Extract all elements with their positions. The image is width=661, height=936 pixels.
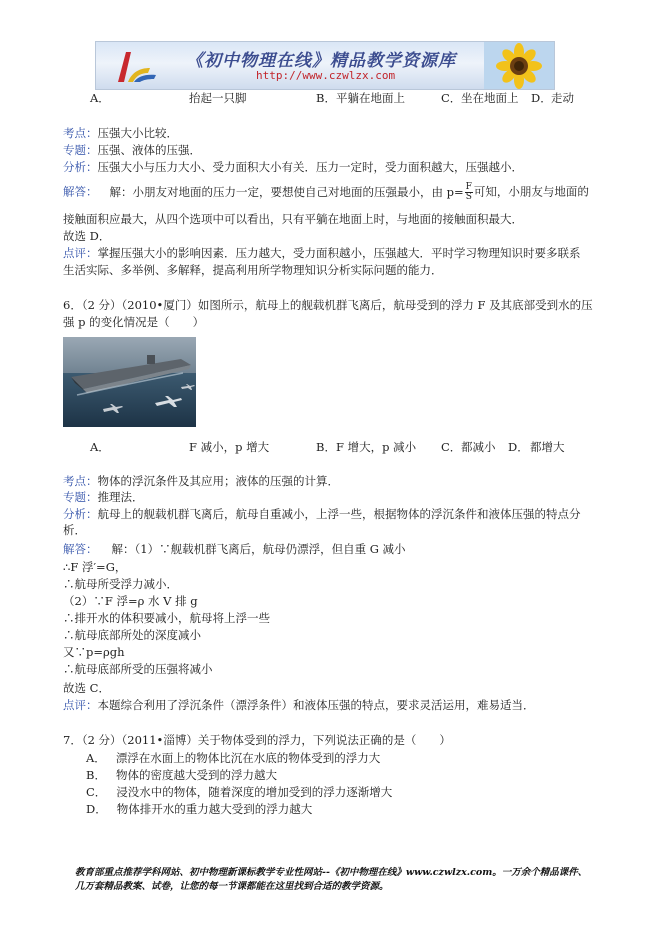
q7-option-b-text: 物体的密度越大受到的浮力越大 <box>115 768 277 782</box>
q5-kaodian-row <box>63 126 178 140</box>
aircraft-carrier-image <box>63 337 196 427</box>
q6-jieda-line: ∴航母所受浮力减小． <box>63 577 178 591</box>
q5-option-c-text: 坐在地面上 <box>461 91 519 105</box>
q5-dianping-text-1: 掌握压强大小的影响因素．压力越大，受力面积越小，压强越大．平时学习物理知识时要多联系 <box>97 246 581 260</box>
q5-option-a-text: 抬起一只脚 <box>189 91 247 105</box>
jieda-label: 解答： <box>63 184 98 199</box>
q7-option-c-text: 浸没水中的物体，随着深度的增加受到的浮力逐渐增大 <box>116 785 393 799</box>
q6-option-a-text: F 减小，p 增大 <box>189 440 270 454</box>
fenxi-label: 分析： <box>63 507 98 521</box>
q6-fenxi-row <box>63 507 581 521</box>
q5-jieda-row <box>63 183 589 202</box>
q7-option-c-letter: C． <box>86 785 107 799</box>
jieda-label: 解答： <box>63 542 98 556</box>
q7-option-b <box>86 768 277 782</box>
header-banner <box>95 41 555 90</box>
q6-stem-line-2: 强 p 的变化情况是（ ） <box>63 315 205 329</box>
q6-option-c-letter: C． <box>441 440 462 454</box>
banner-title: 《初中物理在线》精品教学资源库 <box>186 51 456 71</box>
q7-option-b-letter: B． <box>86 768 106 782</box>
q6-zhuanti-row <box>63 490 144 504</box>
sunflower-icon <box>484 42 554 89</box>
q5-jieda-text-b: 可知，小朋友与地面的 <box>473 184 589 199</box>
q6-option-a-letter: A． <box>90 440 110 454</box>
dianping-label: 点评： <box>63 698 98 712</box>
site-logo-icon <box>104 46 164 86</box>
q6-kaodian-text: 物体的浮沉条件及其应用；液体的压强的计算． <box>97 474 339 488</box>
q5-zhuanti-text: 压强、液体的压强． <box>97 143 201 157</box>
q5-dianping-text-2: 生活实际、多举例、多解释，提高利用所学物理知识分析实际问题的能力． <box>63 263 443 277</box>
q6-fenxi-text-2: 析． <box>63 523 86 537</box>
banner-url[interactable]: http://www.czwlzx.com <box>256 69 396 82</box>
q5-fenxi-text: 压强大小与压力大小、受力面积大小有关．压力一定时，受力面积越大，压强越小． <box>97 160 523 174</box>
q6-jieda-line: ∴排开水的体积要减小，航母将上浮一些 <box>63 611 270 625</box>
q7-stem: 7．（2 分）（2011•淄博）关于物体受到的浮力，下列说法正确的是（ ） <box>63 733 451 747</box>
q5-option-a-letter: A． <box>90 91 110 105</box>
q7-option-c <box>86 785 392 799</box>
zhuanti-label: 专题： <box>63 143 98 157</box>
q5-option-b-text: 平躺在地面上 <box>336 91 405 105</box>
q6-jieda-line: ∴F 浮′=G， <box>63 560 127 574</box>
q5-answer: 故选 D． <box>63 229 111 243</box>
q6-stem-line-1: 6．（2 分）（2010•厦门）如图所示，航母上的舰载机群飞离后，航母受到的浮力 F 及其底部受到水的压 <box>63 298 593 312</box>
q6-jieda-line: ∴航母底部所处的深度减小 <box>63 628 201 642</box>
kaodian-label: 考点： <box>63 474 98 488</box>
q6-option-d-letter: D． <box>508 440 529 454</box>
q7-option-a <box>86 751 380 765</box>
q7-option-a-text: 漂浮在水面上的物体比沉在水底的物体受到的浮力大 <box>115 751 381 765</box>
q6-zhuanti-text: 推理法． <box>97 490 144 504</box>
q5-jieda-text-c: 接触面积应最大，从四个选项中可以看出，只有平躺在地面上时，与地面的接触面积最大． <box>63 212 523 226</box>
q6-dianping-row <box>63 698 535 712</box>
q5-dianping-row <box>63 246 581 260</box>
q6-jieda-line: 又∵p=ρgh <box>63 645 125 659</box>
q7-option-d-text: 物体排开水的重力越大受到的浮力越大 <box>116 802 313 816</box>
q5-option-d-letter: D． <box>531 91 552 105</box>
q5-fenxi-row <box>63 160 523 174</box>
zhuanti-label: 专题： <box>63 490 98 504</box>
q5-jieda-text-a: 解：小朋友对地面的压力一定，要想使自己对地面的压强最小，由 p= <box>109 184 464 199</box>
q6-answer: 故选 C． <box>63 681 110 695</box>
fraction-numerator: F <box>465 182 472 192</box>
q7-option-d <box>86 802 312 816</box>
q6-option-c-text: 都减小 <box>461 440 496 454</box>
q7-option-d-letter: D． <box>86 802 107 816</box>
q6-jieda-text-1: 解：（1）∵舰载机群飞离后，航母仍漂浮，但自重 G 减小 <box>111 542 406 556</box>
q5-option-d-text: 走动 <box>551 91 574 105</box>
kaodian-label: 考点： <box>63 126 98 140</box>
q6-jieda-line: （2）∵F 浮=ρ 水 V 排 g <box>63 594 198 608</box>
q5-kaodian-text: 压强大小比较． <box>97 126 178 140</box>
q6-fenxi-text-1: 航母上的舰载机群飞离后，航母自重减小，上浮一些，根据物体的浮沉条件和液体压强的特点分 <box>97 507 581 521</box>
page-footer: 教育部重点推荐学科网站、初中物理新课标教学专业性网站--《初中物理在线》www.czwlzx.com。一万余个精品课件、几万套精品教案、试卷，让您的每一节课都能在这里找到合适的教学资源。 <box>75 867 588 892</box>
q6-dianping-text: 本题综合利用了浮沉条件（漂浮条件）和液体压强的特点，要求灵活运用，难易适当． <box>97 698 535 712</box>
q7-option-a-letter: A． <box>86 751 106 765</box>
q6-jieda-row <box>63 542 406 556</box>
dianping-label: 点评： <box>63 246 98 260</box>
q6-option-d-text: 都增大 <box>530 440 565 454</box>
q5-zhuanti-row <box>63 143 201 157</box>
q6-jieda-line: ∴航母底部所受的压强将减小 <box>63 662 213 676</box>
q5-option-c-letter: C． <box>441 91 462 105</box>
fenxi-label: 分析： <box>63 160 98 174</box>
fraction-denominator: S <box>465 192 472 202</box>
q6-option-b-letter: B． <box>316 440 336 454</box>
q5-option-b-letter: B． <box>316 91 336 105</box>
fraction-f-over-s <box>465 183 473 202</box>
q6-kaodian-row <box>63 474 339 488</box>
q6-option-b-text: F 增大，p 减小 <box>336 440 417 454</box>
